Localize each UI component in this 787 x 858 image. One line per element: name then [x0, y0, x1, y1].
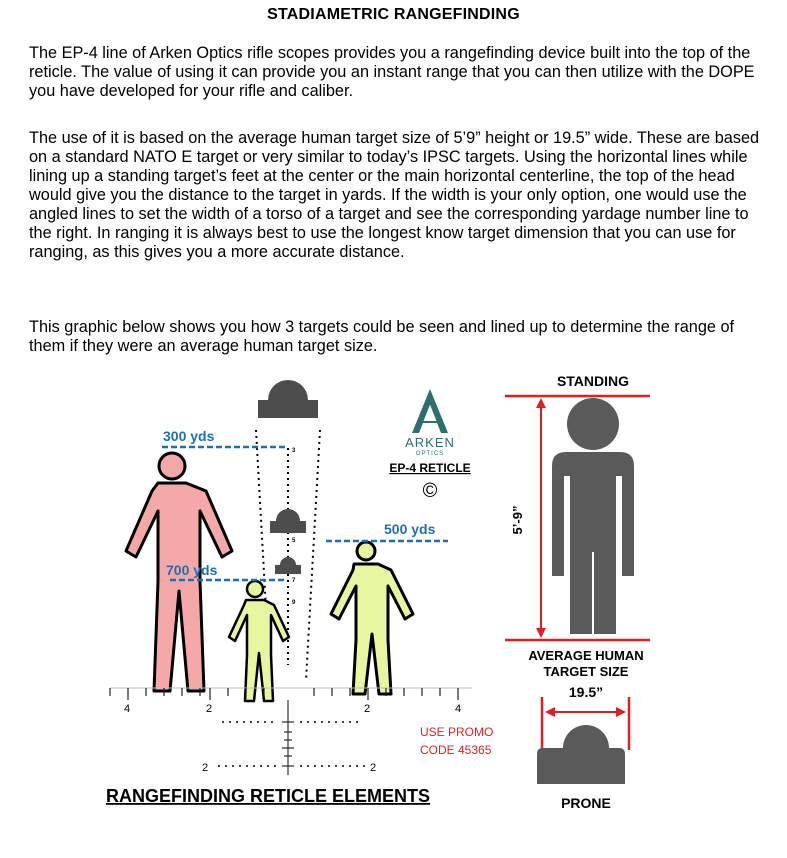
promo-line-1: USE PROMO: [420, 725, 494, 739]
range-label-700: 700 yds: [166, 562, 218, 578]
method-paragraph: The use of it is based on the average human target size of 5’9” height or 19.5” wide. These are based on a standard NATO E target or very similar to today’s IPSC targets. Using the horizontal lines while lining up a standing target’s feet at the center or the main horizontal centerline, the top of the head would give you the distance to the target in yards. If the width is your only option, one would use the angled lines to set the width of a torso of a target and see the corresponding yardage number line to the right. In ranging it is always best to use the longest know target dimension that you can use for ranging, as this gives you a more accurate distance.: [29, 129, 760, 261]
scale-number-right-2: 2: [364, 703, 371, 715]
reticle-mark-5: 5: [292, 538, 296, 544]
scale-number-bottom-left-2: 2: [202, 762, 209, 774]
reticle-mark-7: 7: [292, 578, 296, 584]
scale-number-right-4: 4: [455, 703, 462, 715]
brand-name: ARKEN: [405, 435, 455, 450]
scale-number-left-2: 2: [206, 703, 213, 715]
standing-label: STANDING: [556, 373, 630, 389]
page-title: STADIAMETRIC RANGEFINDING: [267, 6, 520, 23]
intro-paragraph: The EP-4 line of Arken Optics rifle scopes provides you a rangefinding device built into the top of the reticle. The value of using it can provide you an instant range that you can then utilize with the DOPE you have developed for your rifle and caliber.: [29, 44, 755, 100]
reticle-model-label: EP-4 RETICLE: [389, 461, 471, 475]
prone-label: PRONE: [561, 795, 611, 811]
arken-logo: [405, 389, 455, 457]
graphic-intro-paragraph: This graphic below shows you how 3 targets could be seen and lined up to determine the range of them if they were an average human target size.: [29, 318, 735, 355]
reticle-horizontal-scale: [110, 688, 472, 700]
promo-line-2: CODE 45365: [420, 743, 492, 757]
reticle-mark-9: 9: [292, 600, 296, 606]
standing-silhouette: [552, 398, 634, 634]
reticle-caption: RANGEFINDING RETICLE ELEMENTS: [106, 786, 431, 806]
scale-number-bottom-right-2: 2: [370, 762, 377, 774]
reticle-mark-3: 3: [292, 448, 296, 454]
range-label-500: 500 yds: [384, 521, 436, 537]
brand-sub: OPTICS: [415, 451, 445, 457]
copyright-symbol: ©: [422, 480, 438, 502]
range-label-300: 300 yds: [163, 428, 215, 444]
target-figure-500: [331, 542, 413, 694]
reticle-lower-marks: [218, 700, 371, 775]
prone-silhouette: [537, 725, 625, 784]
scale-number-left-4: 4: [124, 703, 131, 715]
height-label: 5’-9”: [510, 505, 525, 535]
target-figure-700: [229, 581, 289, 701]
avg-size-title-1: AVERAGE HUMAN: [528, 648, 644, 663]
width-label: 19.5”: [568, 684, 604, 700]
avg-size-title-2: TARGET SIZE: [543, 664, 629, 679]
